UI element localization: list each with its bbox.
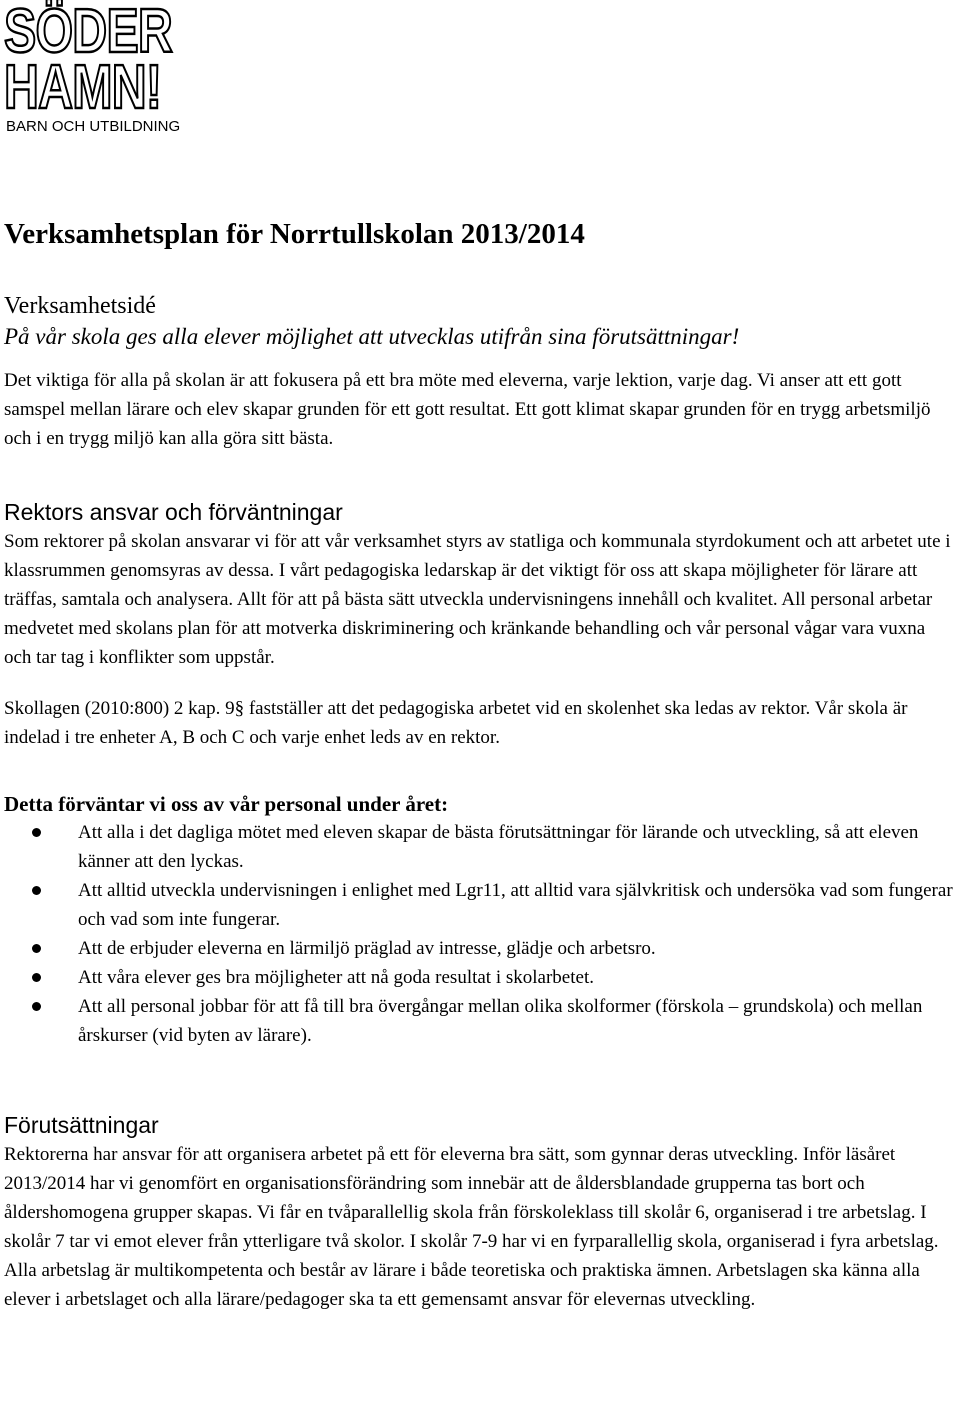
prerequisites-body: Rektorerna har ansvar för att organisera arbetet på ett för eleverna bra sätt, som gynnar deras utveckling. Inför läsåret 2013/2014 har vi genomfört en organisationsförändring som innebär att de åldersblandade grupperna tas bort och åldershomogena grupper skapas. Vi får en tvåparallellig skola från förskoleklass till skolår 6, organiserad i tre arbetslag. I skolår 7 tar vi emot elever från ytterligare två skolor. I skolår 7-9 har vi en fyrparallellig skola, organiserad i fyra arbetslag. Alla arbetslag är multikompetenta och består av lärare i både teoretiska och praktiska ämnen. Arbetslagen ska känna alla elever i arbetslaget och alla lärare/pedagoger ska ta ett gemensamt ansvar för elevernas utveckling. <box>4 1144 939 1310</box>
bullet-icon <box>32 1002 41 1011</box>
soderhamn-logo <box>4 0 204 136</box>
list-item <box>4 934 956 963</box>
bullet-icon <box>32 973 41 982</box>
idea-body: Det viktiga för alla på skolan är att fokusera på ett bra möte med eleverna, varje lektion, varje dag. Vi anser att ett gott samspel mellan lärare och elev skapar grunden för ett gott resultat. Ett gott klimat skapar grunden för en trygg arbetsmiljö och i en trygg miljö kan alla göra sitt bästa. <box>4 370 931 449</box>
logo-subtitle: BARN OCH UTBILDNING <box>6 118 181 135</box>
prerequisites-heading: Förutsättningar <box>4 1112 159 1138</box>
list-item-text: Att de erbjuder eleverna en lärmiljö präglad av intresse, glädje och arbetsro. <box>78 938 656 959</box>
idea-heading: Verksamhetsidé <box>4 293 156 319</box>
expectations-list <box>4 818 956 1050</box>
bullet-icon <box>32 886 41 895</box>
bullet-icon <box>32 828 41 837</box>
expectations-heading: Detta förväntar vi oss av vår personal under året: <box>4 792 449 816</box>
principals-heading: Rektors ansvar och förväntningar <box>4 499 343 525</box>
list-item-text: Att alltid utveckla undervisningen i enlighet med Lgr11, att alltid vara självkritisk och undersöka vad som fungerar och vad som inte fungerar. <box>78 880 953 930</box>
principals-body-2: Skollagen (2010:800) 2 kap. 9§ fastställer att det pedagogiska arbetet vid en skolenhet ska ledas av rektor. Vår skola är indelad i tre enheter A, B och C och varje enhet leds av en rektor. <box>4 698 908 748</box>
idea-section <box>4 290 956 453</box>
document-title: Verksamhetsplan för Norrtullskolan 2013/2014 <box>4 218 585 250</box>
list-item-text: Att alla i det dagliga mötet med eleven skapar de bästa förutsättningar för lärande och utveckling, så att eleven känner att den lyckas. <box>78 822 919 872</box>
list-item-text: Att våra elever ges bra möjligheter att nå goda resultat i skolarbetet. <box>78 967 594 988</box>
list-item <box>4 963 956 992</box>
principals-section <box>4 497 956 752</box>
list-item <box>4 818 956 876</box>
idea-motto: På vår skola ges alla elever möjlighet att utvecklas utifrån sina förutsättningar! <box>4 324 740 349</box>
logo-line-1: SÖDER <box>4 0 173 66</box>
expectations-section <box>4 790 956 1050</box>
principals-body-1: Som rektorer på skolan ansvarar vi för att vår verksamhet styrs av statliga och kommunala styrdokument och att arbetet ute i klassrummen genomsyras av dessa. I vårt pedagogiska ledarskap är det viktigt för oss att skapa möjligheter för lärare att träffas, samtala och analysera. Allt för att på bästa sätt utveckla undervisningens innehåll och kvalitet. All personal arbetar medvetet med skolans plan för att motverka diskriminering och kränkande behandling och vår personal vågar vara vuxna och tar tag i konflikter som uppstår. <box>4 531 951 668</box>
prerequisites-section <box>4 1110 956 1314</box>
bullet-icon <box>32 944 41 953</box>
list-item <box>4 992 956 1050</box>
list-item-text: Att all personal jobbar för att få till bra övergångar mellan olika skolformer (förskola – grundskola) och mellan årskurser (vid byten av lärare). <box>78 996 923 1046</box>
list-item <box>4 876 956 934</box>
document-content <box>4 214 956 1314</box>
logo-line-2: HAMN! <box>4 53 162 122</box>
